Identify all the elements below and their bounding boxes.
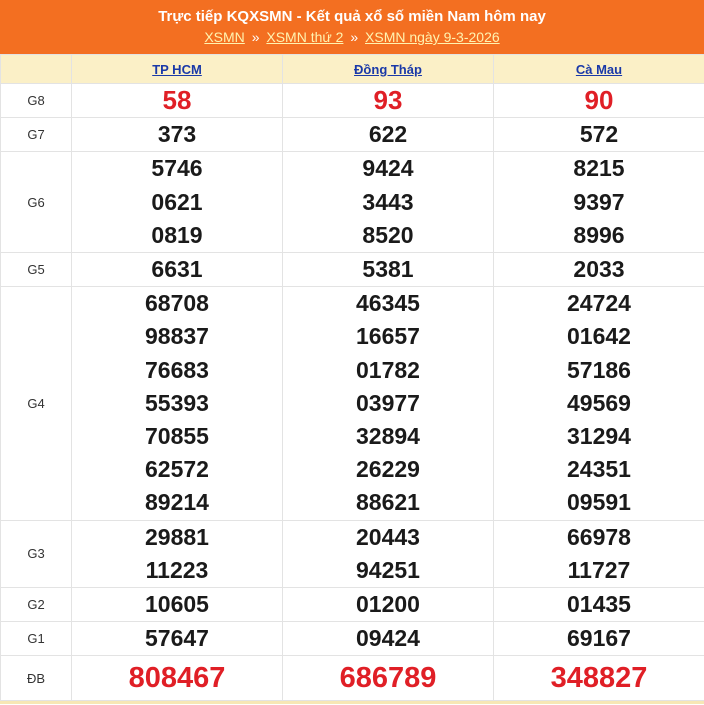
prize-number: 90 (584, 85, 614, 115)
prize-number: 5381 (362, 256, 414, 283)
province-link-tp-hcm[interactable]: TP HCM (152, 61, 202, 77)
prize-number: 8215 (573, 155, 625, 182)
prize-number: 24724 (567, 290, 631, 317)
prize-row-đb (1, 656, 704, 701)
prize-cell (494, 287, 704, 520)
prize-number: 76683 (145, 356, 209, 383)
province-link-dong-thap[interactable]: Đồng Tháp (354, 61, 422, 77)
prize-number: 8520 (362, 221, 414, 248)
prize-number: 01782 (356, 356, 420, 383)
prize-cell (72, 84, 283, 118)
prize-row-g2 (1, 588, 704, 622)
prize-cell (494, 84, 704, 118)
prize-cell (283, 622, 494, 656)
prize-number: 6631 (151, 256, 203, 283)
prize-number: 68708 (145, 290, 209, 317)
prize-number: 2033 (573, 256, 625, 283)
prize-number: 24351 (567, 456, 631, 483)
prize-cell (283, 118, 494, 152)
prize-cell (283, 84, 494, 118)
prize-number: 69167 (567, 625, 631, 652)
prize-label: G5 (1, 253, 72, 287)
breadcrumb-link-xsmn-thu-2[interactable]: XSMN thứ 2 (266, 29, 344, 45)
prize-cell (494, 656, 704, 701)
prize-cell (283, 253, 494, 287)
province-header-row (1, 55, 704, 84)
prize-cell (494, 118, 704, 152)
prize-label: G3 (1, 520, 72, 587)
corner-cell (1, 55, 72, 84)
prize-row-g5 (1, 253, 704, 287)
prize-number: 01435 (567, 591, 631, 618)
prize-cell (72, 287, 283, 520)
breadcrumb-separator: » (251, 29, 260, 45)
prize-cell (72, 520, 283, 587)
prize-cell (72, 152, 283, 253)
prize-label: G7 (1, 118, 72, 152)
prize-number: 66978 (567, 523, 631, 550)
prize-number: 01642 (567, 323, 631, 350)
prize-number: 11223 (145, 556, 209, 583)
prize-row-g4 (1, 287, 704, 520)
prize-cell (72, 253, 283, 287)
prize-number: 0621 (151, 188, 203, 215)
prize-row-g1 (1, 622, 704, 656)
prize-number: 9397 (573, 188, 625, 215)
prize-number: 57647 (145, 625, 209, 652)
prize-number: 5746 (151, 155, 203, 182)
province-header-cell (494, 55, 704, 84)
prize-number: 20443 (356, 523, 420, 550)
prize-row-g8 (1, 84, 704, 118)
prize-rows (1, 84, 704, 701)
prize-cell (283, 656, 494, 701)
results-header (0, 0, 704, 54)
prize-number: 16657 (356, 323, 420, 350)
prize-number: 348827 (550, 662, 648, 695)
prize-number: 58 (162, 85, 192, 115)
prize-number: 55393 (145, 389, 209, 416)
breadcrumb-link-xsmn-date[interactable]: XSMN ngày 9-3-2026 (365, 29, 500, 45)
prize-label: G4 (1, 287, 72, 520)
prize-cell (494, 253, 704, 287)
prize-number: 8996 (573, 221, 625, 248)
prize-label: ĐB (1, 656, 72, 701)
prize-number: 62572 (145, 456, 209, 483)
prize-number: 89214 (145, 489, 209, 516)
prize-cell (283, 152, 494, 253)
province-link-ca-mau[interactable]: Cà Mau (575, 61, 623, 77)
prize-cell (283, 588, 494, 622)
prize-number: 0819 (151, 221, 203, 248)
prize-number: 3443 (362, 188, 414, 215)
breadcrumb-link-xsmn[interactable]: XSMN (204, 29, 245, 45)
prize-number: 98837 (145, 323, 209, 350)
prize-number: 622 (368, 121, 408, 148)
prize-number: 26229 (356, 456, 420, 483)
prize-number: 32894 (356, 423, 420, 450)
table-bottom-border (0, 701, 704, 704)
prize-number: 686789 (339, 662, 437, 695)
prize-number: 88621 (356, 489, 420, 516)
prize-number: 373 (157, 121, 197, 148)
prize-cell (494, 152, 704, 253)
breadcrumb (0, 28, 704, 46)
prize-label: G2 (1, 588, 72, 622)
prize-label: G1 (1, 622, 72, 656)
prize-number: 94251 (356, 556, 420, 583)
prize-number: 70855 (145, 423, 209, 450)
prize-number: 46345 (356, 290, 420, 317)
prize-number: 9424 (362, 155, 414, 182)
prize-cell (72, 622, 283, 656)
prize-number: 93 (373, 85, 403, 115)
prize-cell (72, 656, 283, 701)
province-header-cell (72, 55, 283, 84)
prize-number: 09424 (356, 625, 420, 652)
prize-cell (494, 520, 704, 587)
prize-cell (283, 287, 494, 520)
prize-label: G6 (1, 152, 72, 253)
prize-number: 01200 (356, 591, 420, 618)
prize-cell (72, 588, 283, 622)
prize-number: 31294 (567, 423, 631, 450)
breadcrumb-separator: » (350, 29, 359, 45)
page-title: Trực tiếp KQXSMN - Kết quả xổ số miền Nam hôm nay (158, 8, 546, 25)
prize-row-g7 (1, 118, 704, 152)
prize-number: 29881 (145, 523, 209, 550)
prize-number: 11727 (567, 556, 631, 583)
prize-cell (494, 622, 704, 656)
prize-number: 09591 (567, 489, 631, 516)
prize-cell (494, 588, 704, 622)
prize-number: 808467 (128, 662, 226, 695)
prize-number: 10605 (145, 591, 209, 618)
prize-row-g3 (1, 520, 704, 587)
prize-cell (283, 520, 494, 587)
prize-number: 572 (579, 121, 619, 148)
results-table (0, 54, 704, 701)
prize-label: G8 (1, 84, 72, 118)
prize-number: 49569 (567, 389, 631, 416)
prize-row-g6 (1, 152, 704, 253)
prize-number: 57186 (567, 356, 631, 383)
prize-cell (72, 118, 283, 152)
province-header-cell (283, 55, 494, 84)
prize-number: 03977 (356, 389, 420, 416)
